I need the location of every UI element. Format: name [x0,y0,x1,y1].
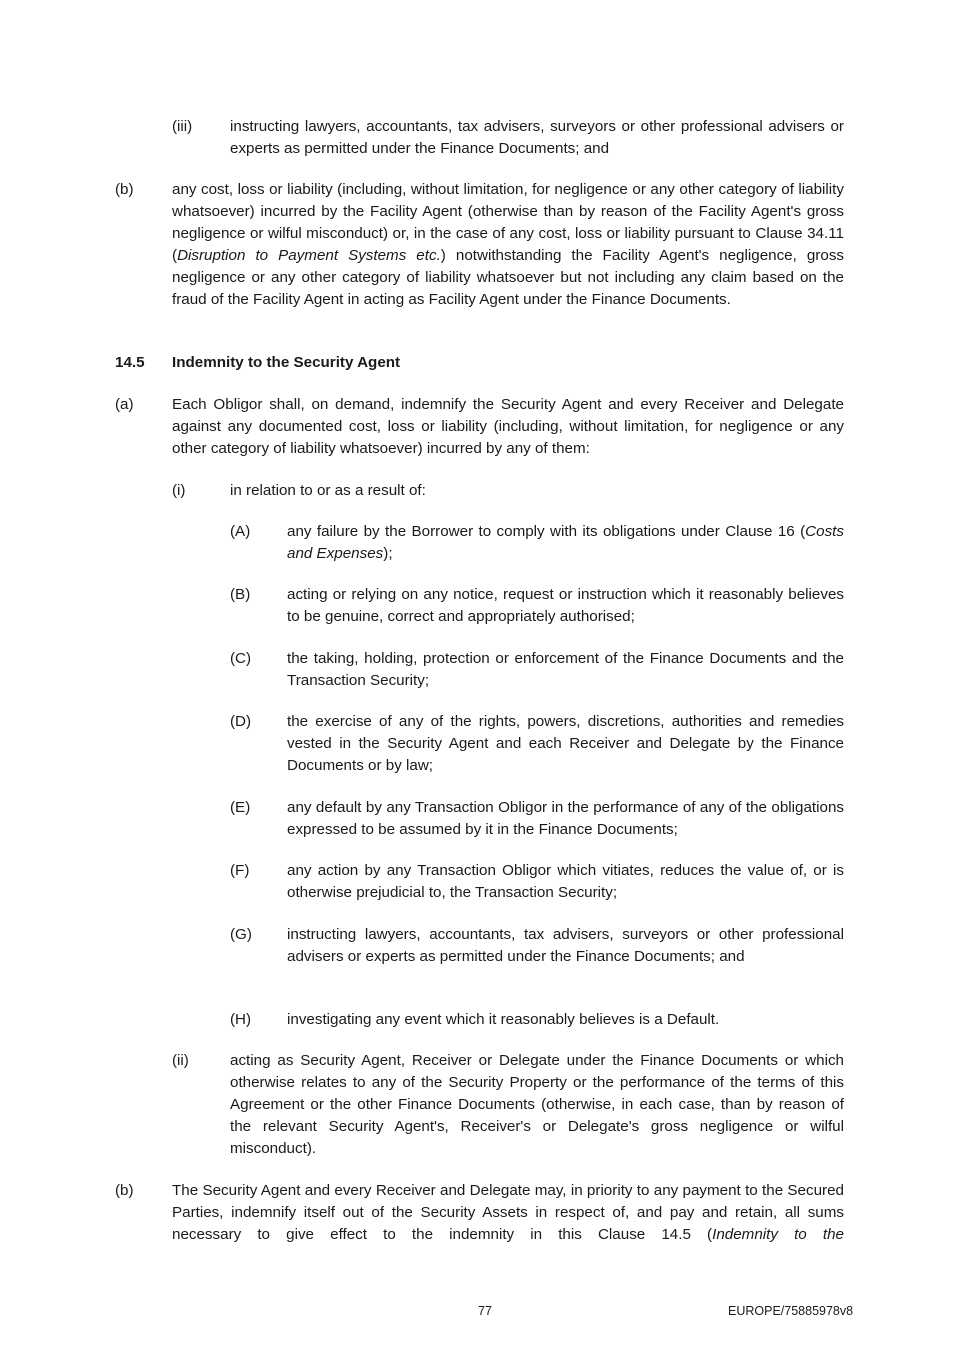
item-number: (H) [230,1011,252,1028]
item-text: any action by any Transaction Obligor which vitiates, reduces the value of, or is otherwise prejudicial to, the Transaction Security; [287,862,844,901]
section-heading: Indemnity to the Security Agent [172,354,401,371]
item-number: (E) [230,799,251,816]
item-number: (b) [115,1182,134,1199]
item-number: (G) [230,926,252,943]
section-number: 14.5 [115,354,145,371]
item-text: any default by any Transaction Obligor in the performance of any of the obligations expressed to be assumed by it in the Finance Documents; [287,799,844,838]
item-text: any cost, loss or liability (including, without limitation, for negligence or any other category of liability whatsoever) incurred by the Facility Agent (otherwise than by reason of the Facility Agent's gross negligence or wilful misconduct) or, in the case of any cost, loss or liability pursuant to Clause 34.11 (Disruption to Payment Systems etc.) notwithstanding the Facility Agent's negligence, gross negligence or any other category of liability whatsoever but not including any claim based on the fraud of the Facility Agent in acting as Facility Agent under the Finance Documents. [172,181,845,308]
item-text: The Security Agent and every Receiver and Delegate may, in priority to any payment to the Secured Parties, indemnify itself out of the Security Assets in respect of, and pay and retain, all sums necessary to give effect to the indemnity in this Clause 14.5 (Indemnity to the [172,1182,844,1243]
item-number: (ii) [172,1052,189,1069]
item-text: acting or relying on any notice, request or instruction which it reasonably believes to be genuine, correct and appropriately authorised; [287,586,844,625]
item-number: (iii) [172,118,193,135]
item-number: (a) [115,396,134,413]
document-reference: EUROPE/75885978v8 [728,1304,854,1318]
item-number: (C) [230,650,252,667]
page-number: 77 [478,1304,492,1318]
item-text: instructing lawyers, accountants, tax advisers, surveyors or other professional advisers or experts as permitted under the Finance Documents; and [230,118,844,157]
item-number: (i) [172,482,186,499]
item-text: instructing lawyers, accountants, tax advisers, surveyors or other professional advisers or experts as permitted under the Finance Documents; and [287,926,844,965]
item-text: any failure by the Borrower to comply with its obligations under Clause 16 (Costs and Expenses); [287,523,844,562]
item-number: (F) [230,862,250,879]
item-number: (D) [230,713,252,730]
item-text: the exercise of any of the rights, powers, discretions, authorities and remedies vested in the Security Agent and each Receiver and Delegate by the Finance Documents or by law; [287,713,844,774]
item-number: (B) [230,586,251,603]
item-number: (A) [230,523,251,540]
item-text: investigating any event which it reasonably believes is a Default. [287,1011,720,1028]
item-text: acting as Security Agent, Receiver or Delegate under the Finance Documents or which otherwise relates to any of the Security Property or the performance of the terms of this Agreement or the other Finance Documents (otherwise, in each case, than by reason of the relevant Security Agent's, Receiver's or Delegate's gross negligence or wilful misconduct). [230,1052,844,1157]
item-text: in relation to or as a result of: [230,482,426,499]
item-text: the taking, holding, protection or enforcement of the Finance Documents and the Transaction Security; [287,650,844,689]
item-text: Each Obligor shall, on demand, indemnify the Security Agent and every Receiver and Delegate against any documented cost, loss or liability (including, without limitation, for negligence or any other category of liability whatsoever) incurred by any of them: [172,396,844,457]
item-number: (b) [115,181,134,198]
